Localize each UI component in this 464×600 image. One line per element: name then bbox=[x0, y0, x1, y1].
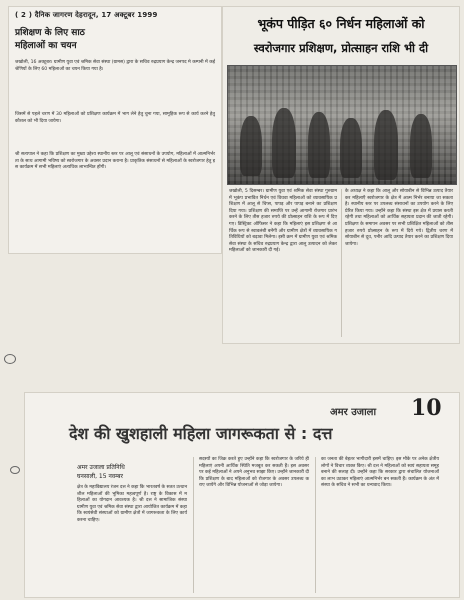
photo-figure bbox=[410, 114, 432, 178]
dateline: ( 2 ) दैनिक जागरण देहरादून, 17 अक्टूबर 1999 bbox=[15, 11, 158, 19]
byline-name: अमर उजाला प्रतिनिधि bbox=[77, 464, 125, 471]
headline-line-1: प्रशिक्षण के लिए साठ bbox=[15, 28, 85, 38]
article-paragraph-2: जिसमें से पहले चरण में 30 महिलाओं को प्रशिक्षण कार्यक्रम में भाग लेने हेतु चुना गया, सामूहिक रूप से कार्य करने हेतु कौशल को भी दिया जायेगा। bbox=[15, 112, 215, 124]
page-number: 10 bbox=[411, 395, 442, 421]
column-rule bbox=[341, 189, 342, 337]
headline-line-2: स्वरोजगार प्रशिक्षण, प्रोत्साहन राशि भी दी bbox=[253, 41, 429, 55]
photo-figure bbox=[340, 118, 362, 178]
photo-figure bbox=[308, 112, 330, 178]
headline-line-1: भूकंप पीड़ित ६० निर्धन महिलाओं को bbox=[257, 16, 425, 31]
section-badge-text: अमर उजाला bbox=[330, 407, 377, 418]
article-column-1: क्षेत्र के महाविद्यालय रंजन दत्त ने कहा कि भारतवर्ष के सतत उत्थानशील महिलाओं की भूमिका महत्वपूर्ण है। राष्ट्र के विकास में महिलाओं का योगदान आवश्यक है। श्री दत्त ने सामाजिक संस्था ग्रामीण युवा एवं श्रमिक सेवा संस्था द्वारा आयोजित कार्यक्रम में कहा कि स्वयंसेवी संस्थाओं को ग्रामीण क्षेत्रों में जागरूकता के लिए कार्य करना चाहिए। bbox=[77, 485, 187, 523]
headline: देश की खुशहाली महिला जागरूकता से : दत्त bbox=[69, 424, 333, 443]
news-photo bbox=[227, 65, 457, 185]
column-rule bbox=[193, 457, 194, 593]
photo-figure bbox=[272, 108, 296, 178]
article-paragraph-3: श्री सत्यपाल ने कहा कि प्रशिक्षण का मुख्य उद्देश्य स्थानीय स्तर पर आलू एवं संसाधनों के उपयोग, महिलाओं में आत्मनिर्भरता के साथ आगामी भविष्य को स्वरोजगार के अवसर प्रदान कराना है। प्राकृतिक संसाधनों से महिलाओं के स्वरोजगार हेतु इस कार्यक्रम में सभी महिलाएं अत्यधिक लाभान्वित होंगी। bbox=[15, 152, 215, 171]
photo-figure bbox=[374, 110, 398, 180]
article-column-2: के अध्यक्ष ने कहा कि आलू और सोयाबीन से विभिन्न उत्पाद तैयार कर महिलाएँ स्वरोजगार के क्षेत्र में आत्म निर्भर बनाया जा सकता है। स्थानीय स्तर पर उपलब्ध संसाधनों का उपयोग करने के लिए प्रेरित किया गया। उन्होंने कहा कि संस्था इस क्षेत्र में प्रयास करती रहेगी तथा महिलाओं को आर्थिक सहायता प्रदान की जाती रहेगी। प्रशिक्षण के समापन अवसर पर सभी प्रशिक्षित महिलाओं को तीस हजार रुपये प्रोत्साहन के रूप में दिये गये। द्वितीय चरण में सोयाबीन से दूध, पनीर आदि उत्पाद तैयार करने का प्रशिक्षण दिया जायेगा। bbox=[345, 189, 453, 247]
headline-line-2: महिलाओं का चयन bbox=[15, 41, 77, 51]
clipping-top-left bbox=[8, 6, 222, 254]
article-column-1: जखोली, 5 दिसम्बर। ग्रामीण युवा एवं श्रमिक सेवा संस्था गुरुग्राम में भूकंप प्रभावित निर्धन एवं विधवा महिलाओं को व्यावसायिक प्रशिक्षण में आलू से चिप्स, पापड़ और पापड़ बनाने का प्रशिक्षण दिया गया। प्रशिक्षण की समाप्ति पर उन्हें आगामी रोजगार प्रारंभ करने के लिए तीस हजार रुपये की प्रोत्साहन राशि के रूप में दिए गए। डिस्ट्रिक्ट ऑफिसर ने कहा कि महिलाएं इस प्रशिक्षण से आर्थिक रूप से स्वावलंबी बनेंगी और ग्रामीण क्षेत्रों में व्यावसायिक गतिविधियों को बढ़ावा मिलेगा। इसी क्रम में ग्रामीण युवा एवं श्रमिक सेवा संस्था के सचिव रुद्रप्रयाग केन्द्र द्वारा आलू उत्पादन को लेकर महिलाओं को जानकारी दी गई। bbox=[229, 189, 337, 254]
article-column-3: का जनता की बेहतर भागीदारी इसमें चाहिए। इस मौके पर अनेक क्षेत्रीय लोगों ने विचार व्यक्त किए। श्री दत्त ने महिलाओं को स्वयं सहायता समूह बनाने की सलाह दी। उन्होंने कहा कि सरकार द्वारा संचालित योजनाओं का लाभ उठाकर महिलाएं आत्मनिर्भर बन सकती हैं। कार्यक्रम के अंत में संस्था के सचिव ने सभी का धन्यवाद किया। bbox=[321, 457, 439, 489]
clipping-top-right bbox=[222, 6, 460, 344]
article-paragraph-1: जखोली, 16 अक्टूबर। ग्रामीण युवा एवं श्रमिक सेवा संस्था (ग्रामस) द्वारा के सचिव रुद्रप्रयाग केन्द्र जनपद मे कम्पनी में कई श्रेणियों के लिए 60 महिलाओं का चयन किया गया है। bbox=[15, 60, 215, 72]
scan-mark bbox=[4, 354, 16, 364]
article-column-2: सदस्यों का जिक्र करते हुए उन्होंने कहा कि स्वरोजगार के जरिये ही महिलाएं अपनी आर्थिक स्थिति मजबूत कर सकती हैं। इस अवसर पर कई महिलाओं ने अपने अनुभव साझा किए। उन्होंने जानकारी दी कि प्रशिक्षण के बाद महिलाओं को रोजगार के अवसर उपलब्ध कराए जायेंगे और विभिन्न योजनाओं से जोड़ा जायेगा। bbox=[199, 457, 309, 489]
photo-figure bbox=[240, 116, 262, 176]
byline-place-date: घनसाली, 15 नवम्बर bbox=[77, 473, 123, 480]
clipping-bottom bbox=[24, 392, 460, 598]
scan-mark bbox=[10, 466, 20, 474]
column-rule bbox=[315, 457, 316, 593]
